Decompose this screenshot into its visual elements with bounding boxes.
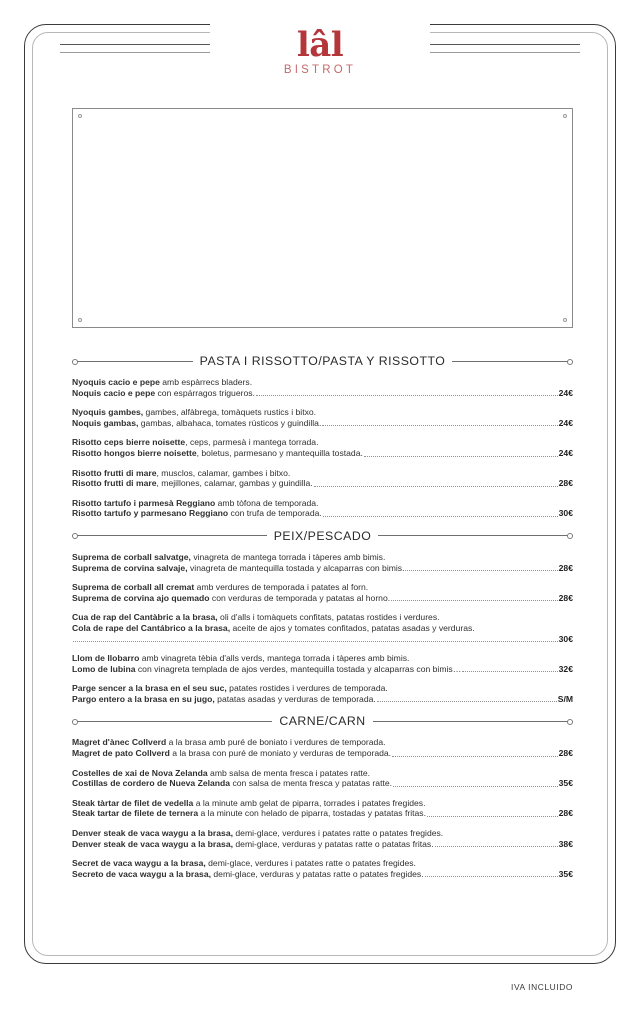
menu-item-spanish (72, 623, 573, 644)
menu-item (72, 437, 573, 458)
menu-item (72, 798, 573, 819)
menu-section (72, 529, 573, 705)
menu-item-price: 24€ (558, 417, 573, 428)
price-leader (427, 810, 558, 817)
section-header (72, 354, 573, 368)
menu-item-desc-ca: demi-glace, verdures i patates ratte o patates fregides. (233, 828, 444, 839)
menu-item-catalan (72, 768, 573, 779)
brand-name: lâl (296, 25, 344, 65)
menu-item-name-ca: Risotto frutti di mare (72, 467, 157, 478)
menu-item-name-es: Suprema de corvina salvaje, (72, 562, 188, 573)
price-leader (405, 564, 557, 571)
menu-item-name-es: Risotto tartufo y parmesano Reggiano (72, 508, 229, 519)
menu-item-price: 32€ (558, 663, 573, 674)
menu-item-desc-es: gambas, albahaca, tomates rústicos y guindilla. (138, 417, 322, 428)
menu-item-desc-es: con trufa de temporada. (228, 508, 322, 519)
menu-item-price: 35€ (558, 778, 573, 789)
menu-item-name-es: Denver steak de vaca waygu a la brasa, (72, 838, 233, 849)
menu-item-desc-ca: gambes, alfàbrega, tomàquets rustics i bitxo. (143, 407, 317, 418)
price-leader (425, 870, 558, 877)
menu-item-desc-es: , boletus, parmesano y mantequilla tostada. (196, 447, 363, 458)
menu-item-name-es: Steak tartar de filete de ternera (72, 808, 199, 819)
price-leader (392, 750, 558, 757)
menu-item-name-es: Noquis cacio e pepe (72, 387, 156, 398)
menu-section (72, 354, 573, 519)
menu-item-spanish (72, 869, 573, 880)
footer-note: IVA INCLUIDO (511, 982, 573, 992)
menu-item-desc-ca: demi-glace, verdures i patates ratte o patates fregides. (205, 858, 416, 869)
menu-item-name-ca: Steak tàrtar de filet de vedella (72, 797, 194, 808)
menu-item-name-ca: Denver steak de vaca waygu a la brasa, (72, 828, 233, 839)
menu-item (72, 858, 573, 879)
menu-item-desc-ca: amb vinagreta tèbia d'alls verds, mantega torrada i tàperes amb bimis. (139, 653, 410, 664)
menu-item-desc-es: a la minute con helado de piparra, tostadas y patatas fritas. (198, 808, 426, 819)
menu-item (72, 768, 573, 789)
menu-item-desc-es: con verduras de temporada y patatas al horno. (209, 592, 391, 603)
menu-item-price: 30€ (558, 508, 573, 519)
section-title: PEIX/PESCADO (273, 528, 372, 543)
section-rule-right (373, 721, 573, 722)
menu-item-price: 24€ (558, 387, 573, 398)
menu-item-name-ca: Suprema de corball salvatge, (72, 551, 191, 562)
menu-item (72, 407, 573, 428)
section-header (72, 529, 573, 543)
menu-item-desc-es: a la brasa con puré de moniato y verduras de temporada. (169, 748, 392, 759)
menu-item-desc-es: con espárragos trigueros. (155, 387, 255, 398)
menu-item-spanish (72, 508, 573, 519)
menu-item-desc-es: , mejillones, calamar, gambas y guindilla. (156, 478, 313, 489)
menu-item-spanish (72, 694, 573, 705)
menu-item (72, 612, 573, 644)
menu-item-catalan (72, 407, 573, 418)
section-rule-right (378, 535, 573, 536)
menu-content (72, 108, 573, 950)
menu-item-desc-ca: amb salsa de menta fresca i patates ratte. (207, 767, 371, 778)
menu-item-price: 28€ (558, 562, 573, 573)
menu-item-desc-es: demi-glace, verduras y patatas ratte o patates fregides. (211, 868, 424, 879)
menu-item-name-ca: Parge sencer a la brasa en el seu suc, (72, 683, 227, 694)
menu-item-name-ca: Cua de rap del Cantàbric a la brasa, (72, 612, 218, 623)
menu-item-desc-ca: amb tòfona de temporada. (215, 497, 319, 508)
menu-item-catalan (72, 737, 573, 748)
corner-dot-icon (78, 318, 82, 322)
menu-item-desc-ca: a la minute amb gelat de piparra, torrades i patates fregides. (193, 797, 426, 808)
menu-item-name-es: Suprema de corvina ajo quemado (72, 592, 210, 603)
menu-item-catalan (72, 798, 573, 809)
menu-item (72, 498, 573, 519)
section-rule-left (72, 535, 267, 536)
menu-item-desc-es: con vinagreta templada de ajos verdes, mantequilla tostada y alcaparras con bimis… (135, 663, 462, 674)
menu-item-name-ca: Costelles de xai de Nova Zelanda (72, 767, 208, 778)
corner-dot-icon (563, 318, 567, 322)
brand-subtitle: BISTROT (283, 64, 357, 76)
menu-item-price: 28€ (558, 748, 573, 759)
section-rule-right (452, 361, 573, 362)
logo-rule-left (60, 44, 210, 53)
section-rule-left (72, 361, 193, 362)
menu-item-desc-ca: , musclos, calamar, gambes i bitxo. (156, 467, 291, 478)
menu-item-catalan (72, 612, 573, 623)
menu-item-name-ca: Risotto ceps bierre noisette (72, 437, 186, 448)
price-leader (323, 510, 558, 517)
price-leader (435, 840, 558, 847)
menu-item (72, 653, 573, 674)
menu-item-desc-es: patatas asadas y verduras de temporada. (214, 693, 376, 704)
menu-item (72, 468, 573, 489)
menu-item-catalan (72, 653, 573, 664)
menu-item (72, 737, 573, 758)
menu-item-desc-ca: patates rostides i verdures de temporada. (226, 683, 388, 694)
section-title: PASTA I RISSOTTO/PASTA Y RISSOTTO (199, 354, 446, 368)
menu-item-name-es: Costillas de cordero de Nueva Zelanda (72, 778, 231, 789)
menu-item-name-ca: Nyoquis gambes, (72, 407, 144, 418)
menu-item-desc-es: aceite de ajos y tomates confitados, patatas asadas y verduras. (230, 622, 475, 633)
menu-item-spanish (72, 418, 573, 429)
menu-item-spanish (72, 839, 573, 850)
menu-item-name-es: Magret de pato Collverd (72, 748, 170, 759)
menu-item-catalan (72, 437, 573, 448)
menu-item-spanish (72, 593, 573, 604)
price-leader (364, 450, 558, 457)
menu-item-spanish (72, 748, 573, 759)
menu-item-price: 28€ (558, 592, 573, 603)
price-leader (322, 419, 557, 426)
menu-item-desc-es: demi-glace, verduras y patatas ratte o patatas fritas. (233, 838, 434, 849)
menu-item-price: S/M (557, 693, 573, 704)
menu-item-desc-es: con salsa de menta fresca y patatas ratte. (230, 778, 393, 789)
price-leader (391, 594, 558, 601)
price-leader (73, 635, 558, 642)
menu-item-name-ca: Magret d'ànec Collverd (72, 737, 167, 748)
menu-hero-image-placeholder (72, 108, 573, 328)
corner-dot-icon (78, 114, 82, 118)
menu-section (72, 714, 573, 879)
price-leader (377, 695, 557, 702)
menu-item-catalan (72, 552, 573, 563)
menu-item-catalan (72, 468, 573, 479)
price-leader (393, 780, 558, 787)
menu-item-spanish (72, 478, 573, 489)
menu-item (72, 377, 573, 398)
menu-item-desc-ca: vinagreta de mantega torrada i tàperes amb bimis. (190, 551, 386, 562)
menu-item-desc-ca: a la brasa amb puré de boniato i verdures de temporada. (166, 737, 386, 748)
menu-item (72, 552, 573, 573)
section-rule-left (72, 721, 272, 722)
menu-item-price: 30€ (558, 633, 573, 644)
menu-item-desc-ca: amb verdures de temporada i patates al forn. (194, 582, 369, 593)
menu-item (72, 828, 573, 849)
menu-item-name-es: Pargo entero a la brasa en su jugo, (72, 693, 215, 704)
menu-item-name-es: Noquis gambas, (72, 417, 139, 428)
menu-item (72, 582, 573, 603)
section-header (72, 714, 573, 728)
menu-item-price: 35€ (558, 868, 573, 879)
menu-item-catalan (72, 828, 573, 839)
menu-item-name-es: Risotto hongos bierre noisette (72, 447, 197, 458)
menu-item-desc-es: vinagreta de mantequilla tostada y alcaparras con bimis. (187, 562, 405, 573)
menu-item-desc-ca: amb espàrrecs bladers. (159, 377, 253, 387)
menu-item-price: 28€ (558, 808, 573, 819)
price-leader (256, 389, 558, 396)
menu-item-desc-ca: oli d'alls i tomàquets confitats, patatas rostides i verdures. (217, 612, 440, 623)
menu-item-desc-ca: , ceps, parmesà i mantega torrada. (185, 437, 319, 448)
menu-item-spanish (72, 388, 573, 399)
section-title: CARNE/CARN (279, 714, 366, 729)
logo-rule-right (430, 44, 580, 53)
price-leader (462, 665, 557, 672)
brand-logo (210, 24, 430, 78)
menu-item-name-es: Cola de rape del Cantábrico a la brasa, (72, 622, 231, 633)
menu-item (72, 683, 573, 704)
menu-item-spanish (72, 778, 573, 789)
menu-item-name-ca: Risotto tartufo i parmesà Reggiano (72, 497, 216, 508)
menu-item-name-es: Secreto de vaca waygu a la brasa, (72, 868, 212, 879)
menu-item-name-ca: Suprema de corball all cremat (72, 582, 195, 593)
menu-item-name-ca: Llom de llobarro (72, 653, 140, 664)
menu-item-catalan (72, 377, 573, 388)
menu-item-catalan (72, 582, 573, 593)
price-leader (314, 480, 558, 487)
menu-item-price: 38€ (558, 838, 573, 849)
menu-sections (72, 354, 573, 879)
menu-item-spanish (72, 808, 573, 819)
menu-item-price: 24€ (558, 447, 573, 458)
menu-item-name-es: Lomo de lubina (72, 663, 136, 674)
menu-item-price: 28€ (558, 478, 573, 489)
menu-item-spanish (72, 448, 573, 459)
menu-item-spanish (72, 563, 573, 574)
menu-item-name-es: Risotto frutti di mare (72, 478, 157, 489)
menu-item-catalan (72, 858, 573, 869)
corner-dot-icon (563, 114, 567, 118)
menu-item-name-ca: Nyoquis cacio e pepe (72, 377, 160, 387)
menu-item-name-ca: Secret de vaca waygu a la brasa, (72, 858, 206, 869)
menu-item-catalan (72, 498, 573, 509)
menu-item-catalan (72, 683, 573, 694)
menu-item-spanish (72, 664, 573, 675)
